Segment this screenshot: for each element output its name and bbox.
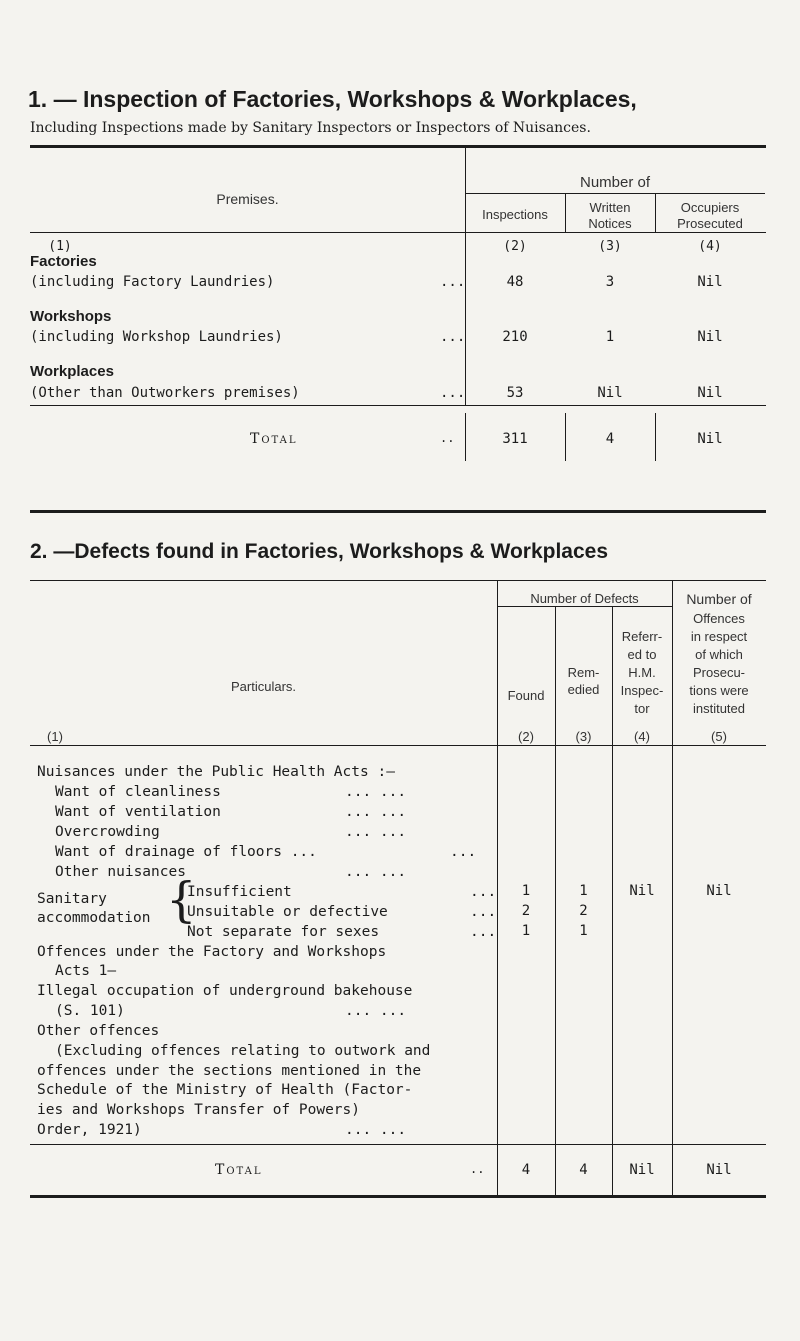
particulars-header: Particulars. — [230, 679, 297, 694]
table1-body-rule — [30, 405, 766, 406]
table2-total-label: Total — [215, 1162, 263, 1178]
remedied-header-2: edied — [567, 682, 600, 697]
table1-vline-header-1 — [465, 148, 466, 232]
unsuitable-found: 2 — [521, 903, 531, 919]
found-header: Found — [507, 688, 545, 703]
t2-col-num-3: (3) — [575, 729, 592, 744]
excluding-line-3: Schedule of the Ministry of Health (Factor- — [37, 1082, 413, 1098]
table1-top-rule — [30, 145, 766, 148]
premises-header: Premises. — [216, 191, 279, 207]
offences-fw-line-1: Offences under the Factory and Workshops — [37, 944, 387, 960]
referred-header-5: tor — [634, 701, 650, 716]
excluding-dots: ... ... — [345, 1122, 407, 1138]
excluding-line-2: offences under the sections mentioned in the — [37, 1063, 422, 1079]
defects-header-rule — [497, 606, 672, 607]
table2-bottom-rule — [30, 1195, 766, 1198]
offences-header-6: tions were — [689, 683, 749, 698]
table2-total-found: 4 — [521, 1162, 531, 1178]
sanitary-brace: { — [166, 872, 197, 928]
number-of-header: Number of — [579, 174, 651, 191]
unsuitable-remedied: 2 — [579, 903, 588, 919]
table2-vline-body-1 — [497, 746, 498, 1144]
t2-col-num-1: (1) — [47, 729, 63, 744]
table1-vline-header-3 — [655, 193, 656, 232]
referred-header-4: Inspec- — [620, 683, 664, 698]
overcrowding-line: Overcrowding — [55, 824, 160, 840]
drainage-line: Want of drainage of floors ... — [55, 844, 317, 860]
table2-header-rule — [30, 745, 766, 746]
workshops-notices: 1 — [605, 329, 615, 345]
col-num-3: (3) — [598, 239, 622, 254]
written-header-2: Notices — [588, 216, 632, 231]
occupiers-header-1: Occupiers — [680, 200, 740, 215]
table1-vline-body-1 — [465, 233, 466, 405]
table2-top-rule — [30, 580, 766, 581]
table2-vline-header-3 — [612, 607, 613, 745]
referred-header-3: H.M. — [628, 665, 656, 680]
excluding-line-1: (Excluding offences relating to outwork and — [55, 1043, 431, 1059]
offences-header-2: Offences — [693, 611, 745, 626]
table1-total-inspections: 311 — [502, 431, 528, 447]
workshops-prosecuted: Nil — [697, 329, 723, 345]
factories-prosecuted: Nil — [697, 274, 723, 290]
workplaces-notices: Nil — [597, 385, 623, 401]
other-nuisances-line: Other nuisances — [55, 864, 186, 880]
workplaces-dots: ... — [440, 385, 466, 401]
sanitary-label-2: accommodation — [37, 910, 151, 926]
table2-vline-total-1 — [497, 1145, 498, 1195]
table2-total-remedied: 4 — [579, 1162, 588, 1178]
table1-header-rule — [30, 232, 766, 233]
table2-vline-total-4 — [672, 1145, 673, 1195]
insufficient-dots: ... — [470, 884, 497, 900]
insufficient-found: 1 — [521, 883, 531, 899]
t2-col-num-5: (5) — [711, 729, 727, 744]
workplaces-label: Workplaces — [30, 363, 114, 380]
excluding-line-4: ies and Workshops Transfer of Powers) — [37, 1102, 361, 1118]
workshops-detail: (including Workshop Laundries) — [30, 329, 283, 345]
inspections-header: Inspections — [482, 207, 548, 222]
col-num-4: (4) — [698, 239, 722, 254]
col-num-1: (1) — [48, 239, 72, 254]
remedied-header-1: Rem- — [567, 665, 600, 680]
offences-header-4: of which — [695, 647, 743, 662]
ventilation-dots: ... ... — [345, 804, 407, 820]
overcrowding-dots: ... ... — [345, 824, 407, 840]
table2-vline-header-1 — [497, 581, 498, 745]
table1-bottom-rule — [30, 510, 766, 513]
t2-col-num-2: (2) — [518, 729, 534, 744]
illegal-line-1: Illegal occupation of underground bakehouse — [37, 983, 413, 999]
workshops-inspections: 210 — [502, 329, 528, 345]
workshops-label: Workshops — [30, 308, 112, 325]
workshops-dots: ... — [440, 329, 466, 345]
sanitary-label-1: Sanitary — [37, 891, 107, 907]
section1-title: 1. — Inspection of Factories, Workshops & Workplaces, — [28, 86, 637, 112]
table2-vline-body-3 — [612, 746, 613, 1144]
offences-fw-line-2: Acts 1— — [55, 963, 117, 979]
table1-total-label: Total — [250, 431, 298, 447]
insufficient-line: Insufficient — [187, 884, 292, 900]
not-separate-found: 1 — [521, 923, 531, 939]
factories-label: Factories — [30, 253, 97, 270]
table2-vline-total-2 — [555, 1145, 556, 1195]
drainage-dots: ... — [450, 844, 477, 860]
table1-total-dots: .. — [440, 431, 455, 445]
factories-dots: ... — [440, 274, 466, 290]
table2-total-prosecutions: Nil — [706, 1162, 732, 1178]
table2-vline-header-2 — [555, 607, 556, 745]
excluding-line-5: Order, 1921) — [37, 1122, 142, 1138]
not-separate-line: Not separate for sexes — [187, 924, 380, 940]
insufficient-remedied: 1 — [579, 883, 588, 899]
table2-total-referred: Nil — [629, 1162, 655, 1178]
table2-body-rule — [30, 1144, 766, 1145]
not-separate-remedied: 1 — [579, 923, 588, 939]
table2-vline-total-3 — [612, 1145, 613, 1195]
cleanliness-dots: ... ... — [345, 784, 407, 800]
illegal-dots: ... ... — [345, 1003, 407, 1019]
not-separate-dots: ... — [470, 924, 497, 940]
table2-total-dots: .. — [470, 1162, 485, 1176]
prosecutions-value: Nil — [706, 883, 732, 899]
referred-header-1: Referr- — [621, 629, 663, 644]
ventilation-line: Want of ventilation — [55, 804, 221, 820]
offences-header-7: instituted — [692, 701, 746, 716]
section2-title: 2. —Defects found in Factories, Workshops & Workplaces — [30, 540, 609, 563]
offences-header-1: Number of — [686, 591, 752, 607]
table1-total-prosecuted: Nil — [697, 431, 723, 447]
cleanliness-line: Want of cleanliness — [55, 784, 221, 800]
referred-value: Nil — [629, 883, 655, 899]
table2-vline-header-4 — [672, 581, 673, 745]
factories-notices: 3 — [605, 274, 615, 290]
t2-col-num-4: (4) — [634, 729, 650, 744]
factories-inspections: 48 — [506, 274, 524, 290]
table2-vline-body-2 — [555, 746, 556, 1144]
table1-total-notices: 4 — [605, 431, 615, 447]
written-header-1: Written — [589, 200, 631, 215]
factories-detail: (including Factory Laundries) — [30, 274, 275, 290]
offences-header-3: in respect — [690, 629, 748, 644]
nuisances-line: Nuisances under the Public Health Acts :— — [37, 764, 395, 780]
other-offences-line: Other offences — [37, 1023, 160, 1039]
defects-header: Number of Defects — [530, 591, 639, 606]
workplaces-prosecuted: Nil — [697, 385, 723, 401]
table2-vline-body-4 — [672, 746, 673, 1144]
number-of-rule — [465, 193, 765, 194]
workplaces-inspections: 53 — [506, 385, 524, 401]
unsuitable-dots: ... — [470, 904, 497, 920]
unsuitable-line: Unsuitable or defective — [187, 904, 388, 920]
other-nuisances-dots: ... ... — [345, 864, 407, 880]
workplaces-detail: (Other than Outworkers premises) — [30, 385, 300, 401]
offences-header-5: Prosecu- — [692, 665, 746, 680]
illegal-line-2: (S. 101) — [55, 1003, 125, 1019]
section1-subtitle: Including Inspections made by Sanitary Inspectors or Inspectors of Nuisances. — [30, 120, 591, 136]
col-num-2: (2) — [503, 239, 527, 254]
occupiers-header-2: Prosecuted — [677, 216, 743, 231]
table1-vline-header-2 — [565, 193, 566, 232]
referred-header-2: ed to — [627, 647, 657, 662]
